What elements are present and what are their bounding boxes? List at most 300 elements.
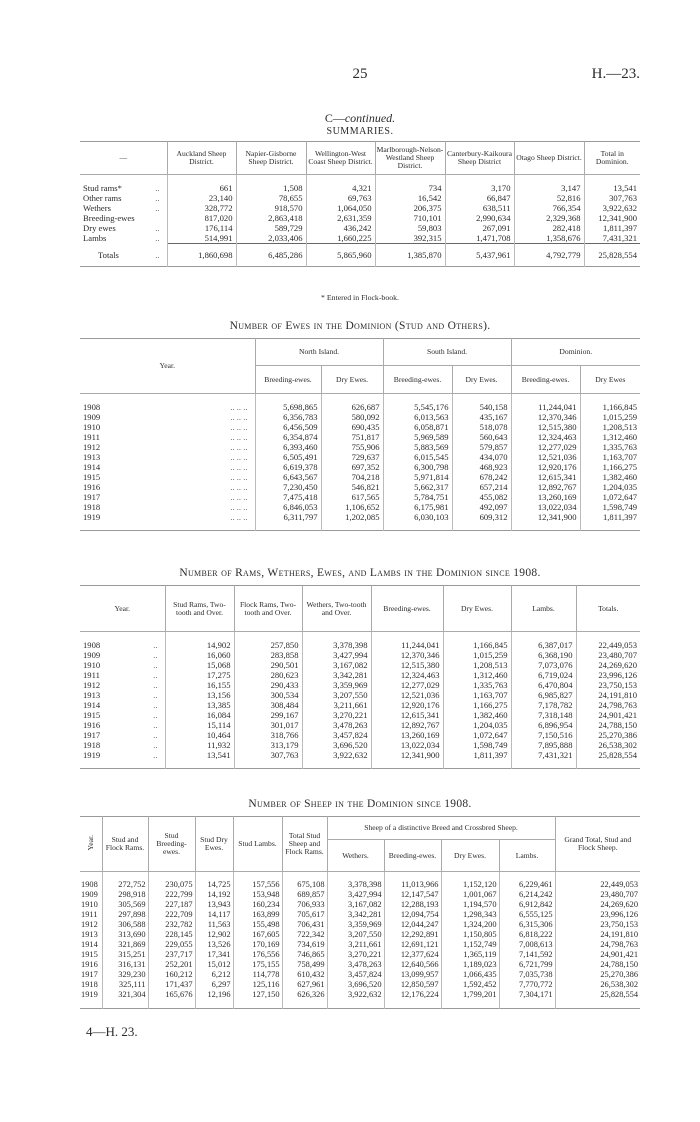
- column-header: Breeding-ewes.: [384, 840, 441, 872]
- table-cell: 12,370,346: [511, 412, 580, 422]
- table-cell: 657,214: [452, 482, 511, 492]
- table-cell: 13,526: [195, 940, 233, 950]
- table-cell: 23,140: [167, 193, 236, 203]
- table-cell: 305,569: [102, 900, 148, 910]
- table-cell: 6,015,545: [383, 452, 452, 462]
- spacer-cell: [255, 394, 321, 403]
- spacer-cell: [443, 632, 511, 641]
- table-cell: 12,615,341: [511, 472, 580, 482]
- table-cell: 6,505,491: [255, 452, 321, 462]
- table-cell: 1,166,275: [580, 462, 640, 472]
- row-label: 1908: [83, 402, 101, 412]
- column-header: Napier-Gisborne Sheep District.: [236, 142, 306, 175]
- table-cell: 6,356,783: [255, 412, 321, 422]
- table-cell: 6,896,954: [511, 720, 576, 730]
- table-cell: 1,598,749: [443, 740, 511, 750]
- table-cell: 14,725: [195, 880, 233, 890]
- table-cell: 1,208,513: [443, 660, 511, 670]
- table-cell: 280,623: [234, 670, 302, 680]
- table-cell: 252,201: [148, 960, 195, 970]
- table-cell: 1,072,647: [580, 492, 640, 502]
- table-cell: 661: [167, 183, 236, 193]
- table-cell: 308,484: [234, 700, 302, 710]
- row-label: 1916: [83, 482, 101, 492]
- rams-table-title: Number of Rams, Wethers, Ewes, and Lambs in the Dominion since 1908.: [179, 567, 541, 579]
- table-cell: 7,431,321: [511, 750, 576, 760]
- year-cell: [80, 492, 255, 502]
- year-cell: [80, 432, 255, 442]
- table-cell: 13,022,034: [371, 740, 443, 750]
- row-label: 1916: [83, 720, 101, 730]
- table-cell: 1,152,120: [441, 880, 499, 890]
- table-cell: 7,770,772: [499, 980, 555, 990]
- totals-row: [80, 244, 640, 267]
- spacer-cell: [255, 522, 321, 531]
- spacer-cell: [384, 1000, 441, 1009]
- table-cell: 321,869: [102, 940, 148, 950]
- table-cell: 1,166,845: [580, 402, 640, 412]
- table-cell: 328,772: [167, 203, 236, 213]
- table-cell: 3,207,550: [302, 690, 371, 700]
- table-cell: 12,370,346: [371, 650, 443, 660]
- row-label: 1915: [83, 710, 101, 720]
- row-label-cell: [80, 213, 167, 223]
- table-cell: 23,750,153: [555, 920, 640, 930]
- table-row: [80, 442, 640, 452]
- table-cell: 766,354: [514, 203, 584, 213]
- table-cell: 546,821: [321, 482, 383, 492]
- table-cell: 1,358,676: [514, 233, 584, 244]
- table-row: [80, 880, 640, 890]
- section-heading: [80, 111, 640, 126]
- table-cell: 6,297: [195, 980, 233, 990]
- table-cell: 626,326: [282, 990, 327, 1000]
- column-header: Wethers.: [327, 840, 384, 872]
- table-cell: 25,270,386: [555, 970, 640, 980]
- table-cell: 3,211,661: [327, 940, 384, 950]
- table-cell: 1,166,845: [443, 640, 511, 650]
- footer-signature: 4—H. 23.: [86, 1024, 138, 1039]
- table-cell: 6,030,103: [383, 512, 452, 522]
- table-cell: 12,277,029: [371, 680, 443, 690]
- table-cell: 11,932: [165, 740, 234, 750]
- table-cell: 1,312,460: [580, 432, 640, 442]
- table-cell: 157,556: [233, 880, 282, 890]
- table-cell: 13,022,034: [511, 502, 580, 512]
- table-cell: 12,521,036: [511, 452, 580, 462]
- spacer-cell: [195, 872, 233, 881]
- table-cell: 17,341: [195, 950, 233, 960]
- table-cell: 6,013,563: [383, 412, 452, 422]
- table-cell: 13,099,957: [384, 970, 441, 980]
- column-header: Breeding-ewes.: [371, 586, 443, 632]
- spacer-cell: [302, 760, 371, 769]
- table-cell: 2,631,359: [306, 213, 375, 223]
- column-header: Total in Dominion.: [584, 142, 640, 175]
- table-cell: 697,352: [321, 462, 383, 472]
- spacer-cell: [321, 522, 383, 531]
- table-cell: 579,857: [452, 442, 511, 452]
- year-cell: [80, 740, 165, 750]
- table-cell: 492,097: [452, 502, 511, 512]
- table-cell: 3,457,824: [327, 970, 384, 980]
- table-cell: 6,470,804: [511, 680, 576, 690]
- table-cell: 3,342,281: [302, 670, 371, 680]
- leader-dots: ..: [153, 690, 158, 700]
- table-cell: 7,178,782: [511, 700, 576, 710]
- ewes-table-title: Number of Ewes in the Dominion (Stud and Others).: [229, 320, 491, 332]
- table-cell: 6,393,460: [255, 442, 321, 452]
- table-cell: 15,114: [165, 720, 234, 730]
- table-cell: 3,211,661: [302, 700, 371, 710]
- table-cell: 24,788,150: [576, 720, 640, 730]
- table-cell: 710,101: [375, 213, 445, 223]
- table-cell: 23,480,707: [555, 890, 640, 900]
- table-cell: 1,382,460: [443, 710, 511, 720]
- table-cell: 127,150: [233, 990, 282, 1000]
- column-header: Canterbury-Kaikoura Sheep District: [445, 142, 514, 175]
- table-cell: 1,166,275: [443, 700, 511, 710]
- table-cell: 165,676: [148, 990, 195, 1000]
- table-row: [80, 990, 640, 1000]
- year-cell: 1911: [81, 910, 98, 919]
- table-cell: 7,895,888: [511, 740, 576, 750]
- table-cell: 160,234: [233, 900, 282, 910]
- table-cell: 329,230: [102, 970, 148, 980]
- table-cell: 22,449,053: [555, 880, 640, 890]
- year-cell: [80, 402, 255, 412]
- table-cell: 5,698,865: [255, 402, 321, 412]
- table-cell: 24,798,763: [555, 940, 640, 950]
- table-cell: 7,073,076: [511, 660, 576, 670]
- table-cell: 24,191,810: [555, 930, 640, 940]
- table-row: [80, 660, 640, 670]
- table-row: [80, 710, 640, 720]
- table-cell: 69,763: [306, 193, 375, 203]
- column-header: Flock Rams, Two-tooth and Over.: [234, 586, 302, 632]
- spacer-cell: [514, 175, 584, 184]
- table-cell: 7,008,613: [499, 940, 555, 950]
- table-cell: 2,863,418: [236, 213, 306, 223]
- table-cell: 3,342,281: [327, 910, 384, 920]
- total-cell: 5,437,961: [445, 244, 514, 267]
- table-row: [80, 890, 640, 900]
- table-cell: 1,811,397: [584, 223, 640, 233]
- row-label: 1909: [83, 650, 101, 660]
- table-cell: 2,033,406: [236, 233, 306, 244]
- table-cell: 3,378,398: [302, 640, 371, 650]
- table-cell: 1,799,201: [441, 990, 499, 1000]
- table-cell: 12,377,624: [384, 950, 441, 960]
- table-cell: 1,811,397: [580, 512, 640, 522]
- leader-dots: ..: [155, 183, 160, 193]
- table-cell: 229,055: [148, 940, 195, 950]
- spacer-cell: [576, 760, 640, 769]
- leader-dots: .. .. ..: [230, 512, 248, 522]
- row-label-cell: [80, 183, 167, 193]
- table-cell: 12,176,224: [384, 990, 441, 1000]
- table-row: [80, 920, 640, 930]
- table-cell: 1,163,707: [580, 452, 640, 462]
- column-header: Lambs.: [511, 586, 576, 632]
- table-cell: 12,044,247: [384, 920, 441, 930]
- table-cell: 678,242: [452, 472, 511, 482]
- table-row: [80, 432, 640, 442]
- table-cell: 751,817: [321, 432, 383, 442]
- table-row: [80, 640, 640, 650]
- row-label: 1912: [83, 442, 101, 452]
- leader-dots: .. .. ..: [230, 422, 248, 432]
- row-label-cell: [80, 193, 167, 203]
- column-header: Dry Ewes.: [441, 840, 499, 872]
- table-cell: 1,202,085: [321, 512, 383, 522]
- table-cell: 12,615,341: [371, 710, 443, 720]
- row-label: 1918: [83, 502, 101, 512]
- year-cell: [80, 452, 255, 462]
- table-cell: 297,898: [102, 910, 148, 920]
- column-header: Dry Ewes: [580, 366, 640, 394]
- table-row: [80, 690, 640, 700]
- table-cell: 272,752: [102, 880, 148, 890]
- table-cell: 114,778: [233, 970, 282, 980]
- table-cell: 1,015,259: [580, 412, 640, 422]
- table-cell: 14,902: [165, 640, 234, 650]
- table-cell: 6,311,797: [255, 512, 321, 522]
- table-cell: 7,475,418: [255, 492, 321, 502]
- total-cell: 4,792,779: [514, 244, 584, 267]
- table-cell: 2,329,368: [514, 213, 584, 223]
- table-row: [80, 193, 640, 203]
- leader-dots: ..: [153, 740, 158, 750]
- table-cell: 24,269,620: [555, 900, 640, 910]
- year-cell: 1908: [81, 880, 98, 889]
- table-cell: 267,091: [445, 223, 514, 233]
- table-cell: 6,214,242: [499, 890, 555, 900]
- table-cell: 7,230,450: [255, 482, 321, 492]
- table-cell: 167,605: [233, 930, 282, 940]
- table-cell: 1,312,460: [443, 670, 511, 680]
- table-cell: 706,933: [282, 900, 327, 910]
- leader-dots: .. .. ..: [230, 412, 248, 422]
- row-label: 1919: [83, 512, 101, 522]
- table-row: [80, 910, 640, 920]
- table-cell: 16,084: [165, 710, 234, 720]
- table-cell: 690,435: [321, 422, 383, 432]
- table-cell: 518,078: [452, 422, 511, 432]
- table-cell: 24,269,620: [576, 660, 640, 670]
- spacer-cell: [167, 175, 236, 184]
- table-cell: 689,857: [282, 890, 327, 900]
- table-cell: 153,948: [233, 890, 282, 900]
- table-cell: 2,990,634: [445, 213, 514, 223]
- table-cell: 12,341,900: [371, 750, 443, 760]
- spacer-cell: [165, 632, 234, 641]
- total-cell: 5,865,960: [306, 244, 375, 267]
- table-cell: 7,035,738: [499, 970, 555, 980]
- table-cell: 3,457,824: [302, 730, 371, 740]
- spacer-cell: [580, 394, 640, 403]
- group-header: Dominion.: [511, 339, 640, 366]
- spacer-cell: [234, 760, 302, 769]
- year-header-label: Year.: [85, 835, 95, 851]
- row-label: 1917: [83, 492, 101, 502]
- table-cell: 298,918: [102, 890, 148, 900]
- table-cell: 734,619: [282, 940, 327, 950]
- table-cell: 6,229,461: [499, 880, 555, 890]
- table-cell: 3,378,398: [327, 880, 384, 890]
- table-row: [80, 183, 640, 193]
- table-cell: 10,464: [165, 730, 234, 740]
- table-cell: 237,717: [148, 950, 195, 960]
- total-cell: 1,860,698: [167, 244, 236, 267]
- table-cell: 206,375: [375, 203, 445, 213]
- leader-dots: ..: [153, 640, 158, 650]
- year-cell: [80, 750, 165, 760]
- row-label: 1914: [83, 700, 101, 710]
- table-cell: 1,150,805: [441, 930, 499, 940]
- table-cell: 12,515,380: [371, 660, 443, 670]
- year-cell: 1919: [81, 990, 98, 999]
- table-cell: 706,431: [282, 920, 327, 930]
- spacer-cell: [80, 760, 165, 769]
- table-cell: 6,846,053: [255, 502, 321, 512]
- spacer-cell: [195, 1000, 233, 1009]
- spacer-cell: [327, 872, 384, 881]
- spacer-cell: [371, 632, 443, 641]
- spacer-cell: [375, 175, 445, 184]
- table-cell: 3,922,632: [302, 750, 371, 760]
- table-cell: 6,212: [195, 970, 233, 980]
- table-row: [80, 452, 640, 462]
- table-cell: 7,318,148: [511, 710, 576, 720]
- leader-dots: .. .. ..: [230, 452, 248, 462]
- spacer-cell: [302, 632, 371, 641]
- leader-dots: ..: [155, 223, 160, 233]
- table-cell: 1,066,435: [441, 970, 499, 980]
- table-cell: 1,382,460: [580, 472, 640, 482]
- spacer-cell: [102, 1000, 148, 1009]
- table-cell: 313,179: [234, 740, 302, 750]
- table-cell: 392,315: [375, 233, 445, 244]
- row-label: 1915: [83, 472, 101, 482]
- column-header: Lambs.: [499, 840, 555, 872]
- spacer-cell: [165, 760, 234, 769]
- column-header: Breeding-ewes.: [255, 366, 321, 394]
- table-row: [80, 670, 640, 680]
- spacer-cell: [321, 394, 383, 403]
- year-cell: 1914: [81, 940, 98, 949]
- table-cell: 12,521,036: [371, 690, 443, 700]
- table-cell: 24,901,421: [555, 950, 640, 960]
- spacer-cell: [148, 1000, 195, 1009]
- leader-dots: ..: [153, 680, 158, 690]
- table-cell: 3,478,263: [327, 960, 384, 970]
- table-row: [80, 970, 640, 980]
- table-row: [80, 930, 640, 940]
- table-cell: 6,912,842: [499, 900, 555, 910]
- table-cell: 6,719,024: [511, 670, 576, 680]
- column-header: —: [80, 142, 167, 175]
- row-label: 1917: [83, 730, 101, 740]
- table-cell: 7,431,321: [584, 233, 640, 244]
- year-cell: [80, 730, 165, 740]
- table-cell: 12,288,193: [384, 900, 441, 910]
- table-cell: 163,899: [233, 910, 282, 920]
- spacer-cell: [80, 1000, 102, 1009]
- leader-dots: ..: [153, 730, 158, 740]
- year-cell: 1913: [81, 930, 98, 939]
- table-cell: 1,072,647: [443, 730, 511, 740]
- table-cell: 617,565: [321, 492, 383, 502]
- leader-dots: .. .. ..: [230, 432, 248, 442]
- table-cell: 12,691,121: [384, 940, 441, 950]
- table-cell: 25,828,554: [555, 990, 640, 1000]
- table-cell: 3,922,632: [327, 990, 384, 1000]
- table-cell: 12,147,547: [384, 890, 441, 900]
- leader-dots: ..: [155, 203, 160, 213]
- spacer-cell: [576, 632, 640, 641]
- spacer-cell: [452, 394, 511, 403]
- table-cell: 300,534: [234, 690, 302, 700]
- spacer-cell: [441, 1000, 499, 1009]
- table-cell: 6,456,509: [255, 422, 321, 432]
- year-cell: [80, 710, 165, 720]
- total-cell: 6,485,286: [236, 244, 306, 267]
- leader-dots: .. .. ..: [230, 402, 248, 412]
- table-cell: 1,163,707: [443, 690, 511, 700]
- table-cell: 514,991: [167, 233, 236, 244]
- table-cell: 17,275: [165, 670, 234, 680]
- table-cell: 729,637: [321, 452, 383, 462]
- table-cell: 155,498: [233, 920, 282, 930]
- spacer-cell: [384, 872, 441, 881]
- year-cell: 1912: [81, 920, 98, 929]
- table-row: [80, 482, 640, 492]
- row-label: 1911: [83, 670, 100, 680]
- table-cell: 12,920,176: [511, 462, 580, 472]
- table-cell: 1,152,749: [441, 940, 499, 950]
- table-cell: 306,588: [102, 920, 148, 930]
- table-cell: 455,082: [452, 492, 511, 502]
- year-cell: [80, 442, 255, 452]
- row-label: 1912: [83, 680, 101, 690]
- year-cell: [80, 690, 165, 700]
- table-cell: 321,304: [102, 990, 148, 1000]
- year-cell: [80, 680, 165, 690]
- year-cell: [80, 482, 255, 492]
- spacer-cell: [441, 872, 499, 881]
- spacer-cell: [452, 522, 511, 531]
- table-cell: 11,244,041: [511, 402, 580, 412]
- table-cell: 6,300,798: [383, 462, 452, 472]
- table-cell: 5,883,569: [383, 442, 452, 452]
- spacer-cell: [148, 872, 195, 881]
- column-header: Totals.: [576, 586, 640, 632]
- table-cell: 12,850,597: [384, 980, 441, 990]
- document-reference: H.—23.: [591, 66, 640, 82]
- spacer-cell: [584, 175, 640, 184]
- table-cell: 290,501: [234, 660, 302, 670]
- table-cell: 1,471,708: [445, 233, 514, 244]
- table-cell: 3,696,520: [327, 980, 384, 990]
- table-cell: 3,427,994: [302, 650, 371, 660]
- page-number: 25: [352, 66, 368, 82]
- table-cell: 24,901,421: [576, 710, 640, 720]
- table-cell: 175,155: [233, 960, 282, 970]
- table-cell: 3,359,969: [327, 920, 384, 930]
- ewes-table: [80, 338, 640, 531]
- row-label: 1908: [83, 640, 101, 650]
